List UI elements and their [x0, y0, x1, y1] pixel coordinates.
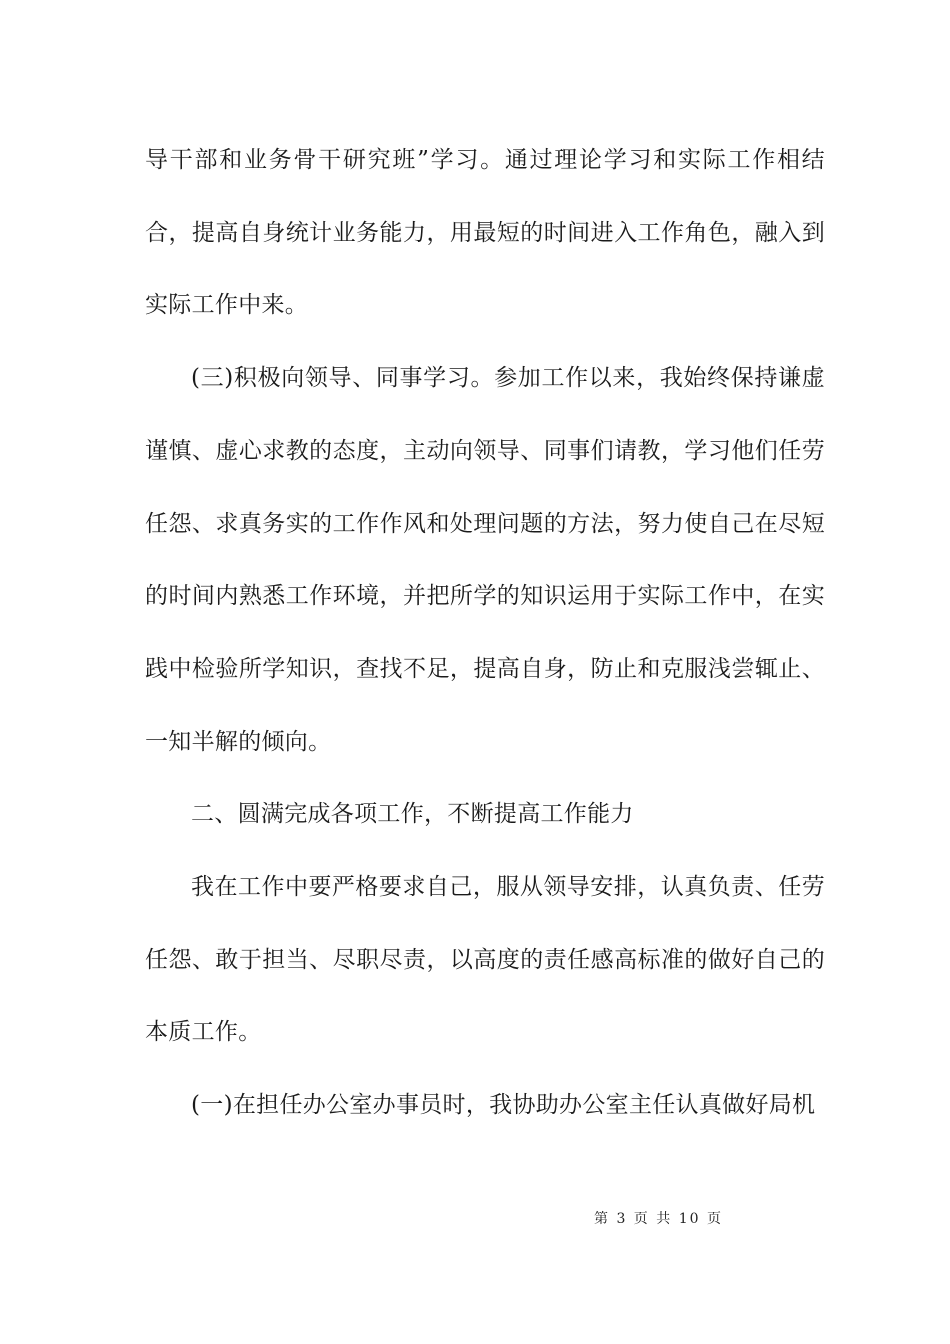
paragraph-1: 导干部和业务骨干研究班”学习。通过理论学习和实际工作相结合，提高自身统计业务能力，用最短的时间进入工作角色，融入到实际工作中来。 [145, 147, 825, 319]
paragraph-3: 我在工作中要严格要求自己，服从领导安排，认真负责、任劳任怨、敢于担当、尽职尽责，以高度的责任感高标准的做好自己的本质工作。 [145, 874, 825, 1046]
section-heading: 二、圆满完成各项工作，不断提高工作能力 [191, 801, 634, 828]
paragraph-2: (三)积极向领导、同事学习。参加工作以来，我始终保持谦虚谨慎、虚心求教的态度，主动向领导、同事们请教，学习他们任劳任怨、求真务实的工作作风和处理问题的方法，努力使自己在尽短的时间内熟悉工作环境，并把所学的知识运用于实际工作中，在实践中检验所学知识，查找不足，提高自身，防止和克服浅尝辄止、一知半解的倾向。 [145, 365, 825, 755]
paragraph-4: (一)在担任办公室办事员时，我协助办公室主任认真做好局机 [191, 1092, 816, 1119]
body-text [145, 124, 825, 1142]
page-number: 第 3 页 共 10 页 [594, 1211, 723, 1227]
